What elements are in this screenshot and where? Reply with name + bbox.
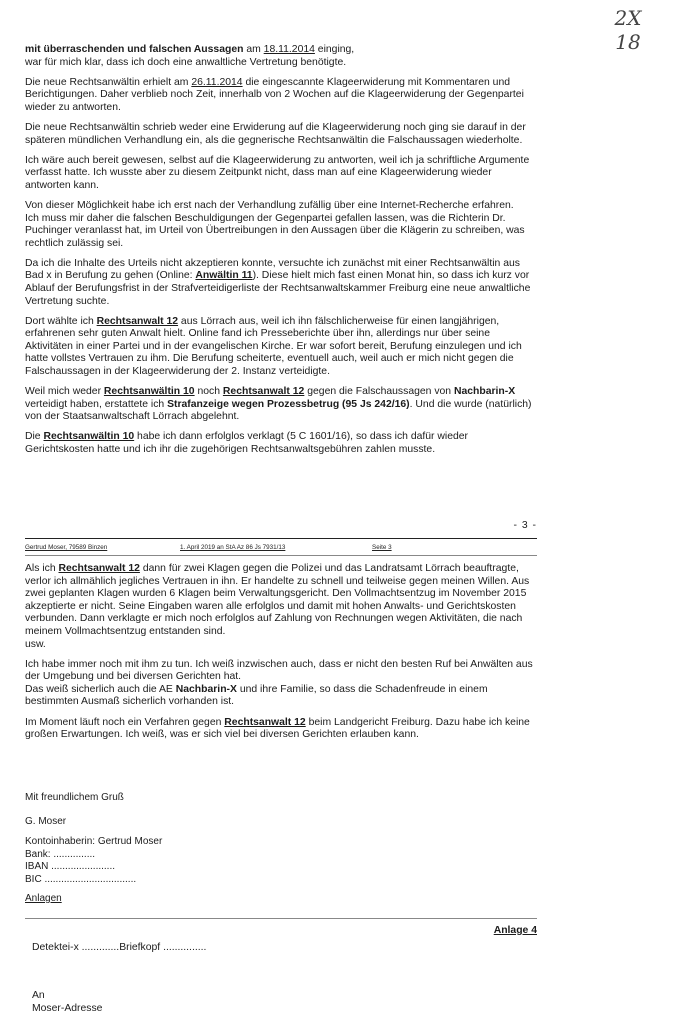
text-run: gegen die Falschaussagen von: [304, 386, 454, 398]
text-run: usw.: [25, 638, 46, 650]
party-reference: Rechtsanwalt 12: [58, 563, 140, 574]
text-run: war für mich klar, dass ich doch eine anwaltliche Vertretung benötigte.: [25, 56, 347, 68]
attachments-label: Anlagen: [25, 893, 62, 904]
text-run: und ihre Familie, so dass die Schadenfreude in einem bestimmten Ausmaß sicherlich vorhanden ist.: [25, 683, 488, 708]
page-number: - 3 -: [513, 520, 537, 531]
text-run: Ich muss mir daher die falschen Beschuldigungen der Gegenpartei gefallen lassen, was die Richterin Dr. Puchinger veranlasst hat, im Urteil von Übertreibungen in den Aussagen über die Klägerin zu schreiben, was rechtlich zulässig sei.: [25, 212, 525, 249]
paragraph: [25, 200, 537, 250]
paragraph: [25, 431, 537, 456]
paragraph: [25, 563, 537, 651]
text-run: . Und die wurde (natürlich) von der Staatsanwaltschaft Lörrach abgelehnt.: [25, 398, 532, 423]
party-reference: Rechtsanwalt 12: [96, 315, 179, 327]
recipient-address: [32, 990, 102, 1015]
date: 26.11.2014: [191, 76, 243, 88]
paragraph: [25, 386, 537, 424]
header-date-reference: 1. April 2019 an StA Az 86 Js 7931/13: [180, 544, 286, 551]
closing-greeting: Mit freundlichem Gruß: [25, 792, 124, 803]
text-run: Weil mich weder: [25, 386, 104, 398]
text-run: aus Lörrach aus, weil ich ihn fälschlicherweise für einen langjährigen, erfahrenen sehr guten Anwalt hielt. Online fand ich Presseberichte über ihn, allerdings nur über seine Aktivitäten in einer Partei und in der evangelischen Kirche. Er war sofort bereit, Berufung einzulegen und ich hatte vollstes Vertrauen zu ihm. Die Berufung scheiterte, eventuell auch, weil auch er mich nicht gegen die Falschaussagen in der Klageerwiderung der 2. Instanz verteidigte.: [25, 315, 522, 378]
text-run: Ich habe immer noch mit ihm zu tun. Ich weiß inzwischen auch, dass er nicht den besten Ruf bei Anwälten aus der Umgebung und bei diversen Gerichten hat.: [25, 658, 533, 683]
text-run: Als ich: [25, 563, 59, 574]
text-run: Das weiß sicherlich auch die AE: [25, 683, 176, 695]
account-holder: Kontoinhaberin: Gertrud Moser: [25, 836, 163, 847]
appendix-label: Anlage 4: [493, 925, 537, 936]
header-page: Seite 3: [372, 544, 392, 551]
paragraph: [25, 659, 537, 709]
paragraph: [25, 258, 537, 308]
bic-line: BIC .................................: [25, 873, 137, 885]
detective-letterhead-line: Detektei-x .............Briefkopf ...............: [32, 942, 207, 953]
bold-phrase: mit überraschenden und falschen Aussagen: [25, 44, 244, 55]
paragraph: [25, 316, 537, 379]
header-rule: [25, 555, 537, 556]
paragraph: Die neue Rechtsanwältin schrieb weder eine Erwiderung auf die Klageerwiderung noch ging sie darauf in der späteren mündlichen Verhandlung ein, als die gegnerische Rechtsanwältin die Falschaussagen wiederholte.: [25, 121, 526, 146]
text-run: dann für zwei Klagen gegen die Polizei und das Landratsamt Lörrach beauftragte, verlor ich allmählich jegliches Vertrauen in ihn. Er handelte zu schnell und teilweise gegen meinen Willen. Aus zwei geplanten Klagen wurden 6 Klagen beim Verwaltungsgericht. Den Vollmachtsentzug im November 2015 akzeptierte er nicht. Seine Eingaben waren alle erfolglos und damit mit hohen Anwalts- und Gerichtskosten verbunden. Dann verklagte er mich noch erfolglos auf Zahlung von Rechnungen wegen Aktivitäten, die nach meinem Vollmachtsentzug entstanden sind.: [25, 563, 530, 637]
header-sender: Gertrud Moser, 79589 Binzen: [25, 544, 108, 551]
party-reference: Rechtsanwalt 12: [224, 716, 306, 728]
handwritten-margin-note: [605, 6, 651, 54]
text-run: Dort wählte ich: [25, 315, 97, 327]
address-line: Moser-Adresse: [32, 1002, 103, 1014]
iban-line: IBAN .......................: [25, 861, 116, 873]
signature: G. Moser: [25, 816, 67, 827]
text-run: Von dieser Möglichkeit habe ich erst nach der Verhandlung zufällig über eine Internet-Recherche erfahren.: [25, 199, 514, 211]
party-reference: Rechtsanwältin 10: [43, 431, 135, 443]
date: 18.11.2014: [263, 44, 315, 55]
text-run: noch: [194, 386, 223, 398]
text-run: beim Landgericht Freiburg. Dazu habe ich keine großen Erwartungen. Ich weiß, was er sich viel bei diversen Gerichten erlauben kann.: [25, 716, 530, 741]
complaint-reference: Strafanzeige wegen Prozessbetrug (95 Js 242/16): [167, 398, 410, 410]
party-name: Nachbarin-X: [453, 386, 516, 398]
text-run: verteidigt haben, erstattete ich: [25, 398, 168, 410]
address-line: An: [32, 990, 45, 1001]
text-run: Die neue Rechtsanwältin erhielt am: [25, 76, 192, 88]
bank-line: Bank: ...............: [25, 848, 96, 860]
text-run: einging,: [314, 44, 355, 55]
party-reference: Anwältin 11: [195, 270, 253, 282]
appendix-rule: [25, 918, 537, 919]
text-run: ). Diese hielt mich fast einen Monat hin, so dass ich kurz vor Ablauf der Berufungsfrist in der Strafverteidigerliste der Rechtsanwaltskammer Freiburg eine neue anwaltliche Vertretung suchte.: [25, 270, 531, 307]
text-run: die eingescannte Klageerwiderung mit Kommentaren und Berichtigungen. Daher verblieb noch Zeit, innerhalb von 2 Wochen auf die Klageerwiderung der Gegenpartei wieder zu antworten.: [25, 76, 524, 113]
paragraph: Ich wäre auch bereit gewesen, selbst auf die Klageerwiderung zu antworten, weil ich ja schriftliche Argumente verfasst hatte. Ich wusste aber zu diesem Zeitpunkt nicht, dass man auf eine Klageerwiderung wieder antworten kann.: [25, 154, 530, 191]
margin-note-line-1: 2X: [614, 6, 642, 30]
paragraph: [25, 44, 537, 69]
letter-body-page-3: [25, 44, 537, 464]
text-run: am: [243, 44, 264, 55]
text-run: Da ich die Inhalte des Urteils nicht akzeptieren konnte, versuchte ich zunächst mit einer Rechtsanwältin aus Bad x in Berufung zu gehen (Online:: [25, 257, 520, 282]
text-run: Im Moment läuft noch ein Verfahren gegen: [25, 716, 225, 728]
page-break-rule: [25, 538, 537, 539]
text-run: habe ich dann erfolglos verklagt (5 C 1601/16), so dass ich dafür wieder Gerichtskosten hatte und ich ihr die zugehörigen Rechtsanwaltsgebühren zahlen musste.: [25, 431, 469, 456]
text-run: Die: [25, 431, 44, 443]
margin-note-line-2: 18: [615, 30, 641, 54]
paragraph: [25, 77, 537, 115]
bank-details: [25, 836, 162, 886]
party-name: Nachbarin-X: [175, 683, 237, 695]
party-reference: Rechtsanwältin 10: [103, 386, 195, 398]
letter-body-continued: [25, 563, 537, 749]
paragraph: [25, 717, 537, 742]
party-reference: Rechtsanwalt 12: [222, 386, 305, 398]
